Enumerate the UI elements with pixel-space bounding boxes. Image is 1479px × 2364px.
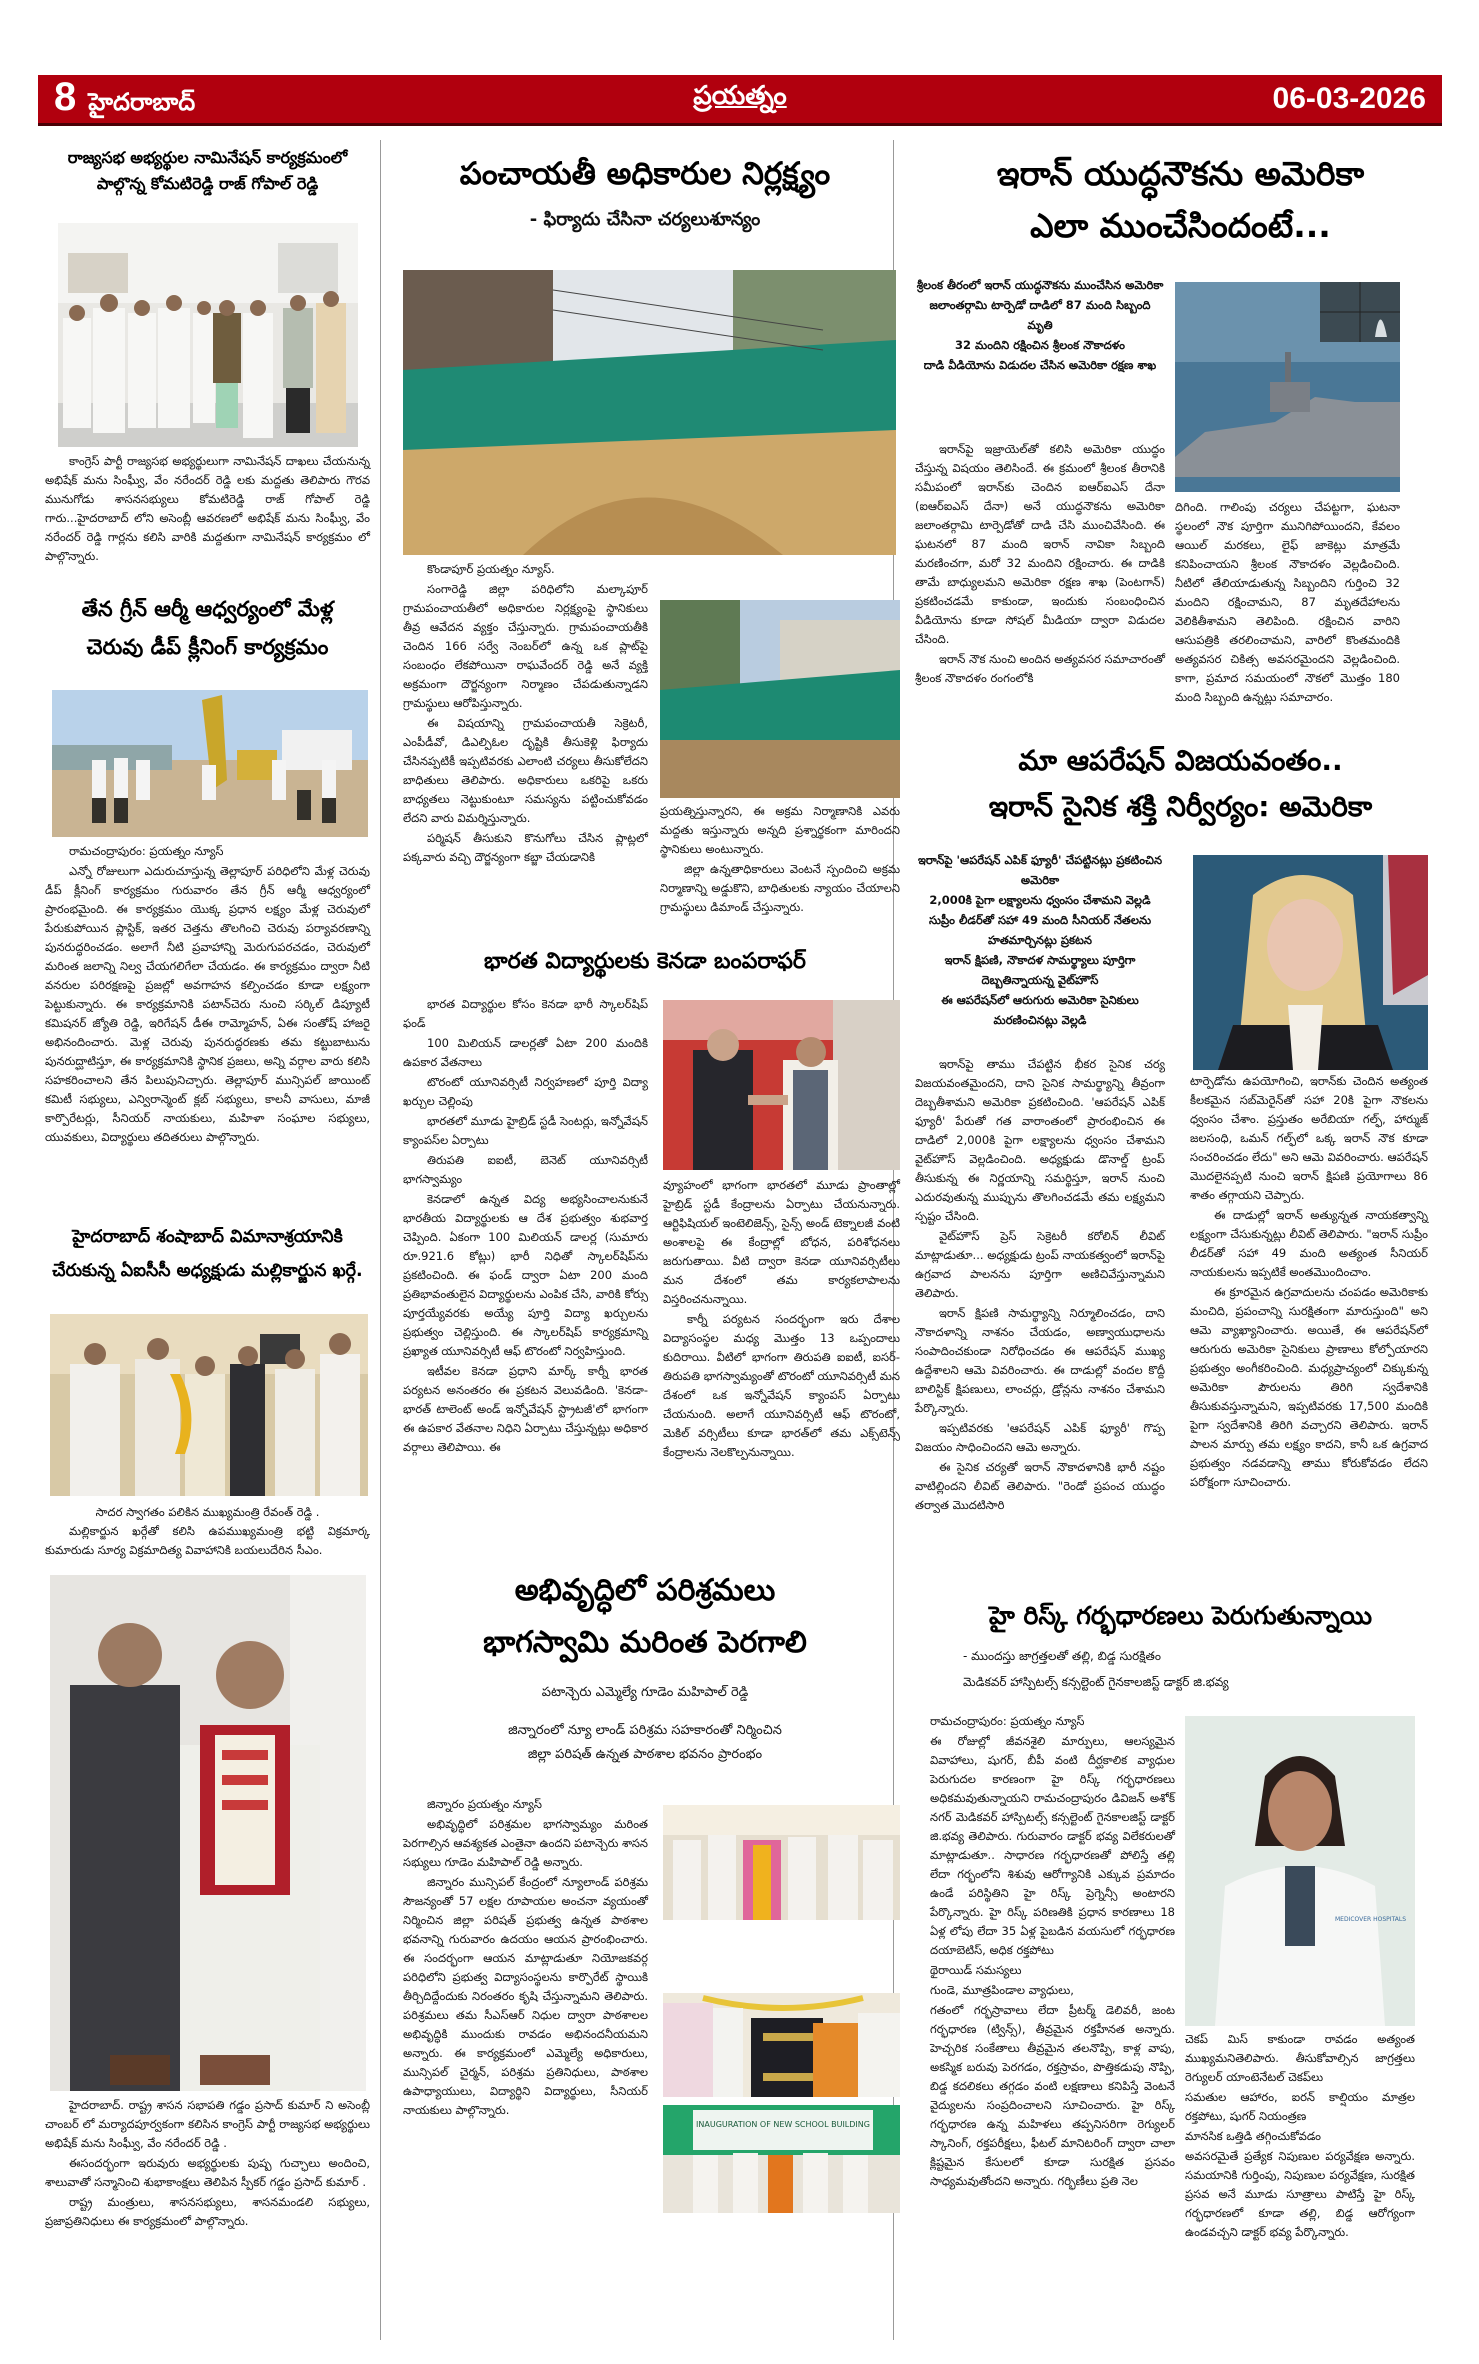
newspaper-brand: ప్రయత్నం [693,81,787,111]
paragraph: జిన్నారం మున్సిపల్ కేంద్రంలో న్యూలాండ్ పరిశ్రమ సౌజన్యంతో 57 లక్షల రూపాయల అంచనా వ్యయంతో నిర్మించిన జిల్లా పరిషత్ ప్రభుత్వ ఉన్నత పాఠశాల భవనాన్ని గురువారం ఉదయం ఆయన ప్రారంభించారు. ఈ సందర్భంగా ఆయన మాట్లాడుతూ నియోజకవర్గ పరిధిలోని ప్రభుత్వ విద్యాసంస్థలను కార్పొరేట్ స్థాయికి తీర్చిదిద్దేందుకు నిరంతరం కృషి చేస్తున్నామని తెలిపారు. పరిశ్రమలు తమ సీఎస్ఆర్ నిధుల ద్వారా పాఠశాలల అభివృద్ధికి ముందుకు రావడం అభినందనీయమని అన్నారు. ఈ కార్యక్రమంలో ఎమ్మెల్యే అధికారులు, మున్సిపల్ చైర్మన్, పరిశ్రమ ప్రతినిధులు, పాఠశాల ఉపాధ్యాయులు, విద్యార్థిని విద్యార్థులు, సీనియర్ నాయకులు పాల్గొన్నారు. [403,1875,648,2117]
paragraph: ఇప్పటివరకు 'ఆపరేషన్ ఎపిక్ ఫ్యూరీ' గొప్ప విజయం సాధించిందని ఆమె అన్నారు. [915,1421,1165,1454]
headline-line: రాజ్యసభ అభ్యర్థుల నామినేషన్ కార్యక్రమంలో [67,148,348,167]
article-rajyasabha [45,145,370,197]
paragraph: ఇరాన్‌పై ఇజ్రాయెల్‌తో కలిసి అమెరికా యుద్ధం చేస్తున్న విషయం తెలిసిందే. ఈ క్రమంలో శ్రీలంక తీరానికి సమీపంలో ఇరాన్‌కు చెందిన ఐఆర్ఐఎస్ దేనా (ఐఆర్ఐఎస్ దేనా) అనే యుద్ధనౌకను అమెరికా జలాంతర్గామి టార్పెడోతో దాడి చేసి ముంచివేసింది. ఈ ఘటనలో 87 మంది ఇరాన్ నావికా సిబ్బంది మరణించగా, మరో 32 మందిని రక్షించారు. ఈ దాడికి తామే బాధ్యులమని అమెరికా రక్షణ శాఖ (పెంటగాన్) ప్రకటించడమే కాకుండా, ఇందుకు సంబంధించిన వీడియోను కూడా సోషల్ మీడియా ద్వారా విడుదల చేసింది. [915,442,1165,646]
highlight-item: ఇరాన్‌పై 'ఆపరేషన్ ఎపిక్ ఫ్యూరీ' చేపట్టినట్లు ప్రకటించిన అమెరికా [917,853,1163,887]
article-body-right [1190,1072,1428,1493]
article-industry [390,1565,900,1767]
headline [45,1220,370,1288]
paragraph: మానసిక ఒత్తిడి తగ్గించుకోవడం [1185,2129,1322,2143]
paragraph: రాష్ట్ర మంత్రులు, శాసనసభ్యులు, శాసనమండలి సభ్యులు, ప్రజాప్రతినిధులు ఈ కార్యక్రమంలో పాల్గొన్నారు. [45,2195,370,2228]
headline [45,145,370,197]
paragraph: హైదరాబాద్. రాష్ట్ర శాసన సభాపతి గడ్డం ప్రసాద్ కుమార్ ని అసెంబ్లీ చాంబర్ లో మర్యాదపూర్వకంగా కలిసిన కాంగ్రెస్ పార్టీ రాజ్యసభ అభ్యర్థులు అభిషేక్ మను సింఘ్వీ, వేం నరేందర్ రెడ్డి . [45,2098,370,2150]
caption-line: సాదర స్వాగతం పలికిన ముఖ్యమంత్రి రేవంత్ రెడ్డి . [95,1505,320,1519]
paragraph: భారతలో మూడు హైబ్రిడ్ స్టడీ సెంటర్లు, ఇన్నోవేషన్ క్యాంపస్‌ల ఏర్పాటు [403,1114,648,1147]
dateline: రామచంద్రాపురం: ప్రయత్నం న్యూస్ [930,1714,1085,1728]
article-operation [903,738,1458,830]
green-tarp-construction-photo [403,270,896,555]
headline: భారత విద్యార్థులకు కెనడా బంపరాఫర్ [484,949,806,974]
deck-line: జిల్లా పరిషత్ ఉన్నత పాఠశాల భవనం ప్రారంభం [527,1746,763,1762]
headline: హై రిస్క్ గర్భధారణలు పెరుగుతున్నాయి [989,1601,1372,1630]
paragraph: అభివృద్ధిలో పరిశ్రమల భాగస్వామ్యం మరింత పెరగాల్సిన ఆవశ్యకత ఎంతైనా ఉందని పటాన్చెరు శాసన సభ్యులు గూడెం మహిపాల్ రెడ్డి అన్నారు. [403,1817,648,1869]
highlight-item: సుప్రీం లీడర్‌తో సహా 49 మంది సీనియర్ నేతలను హతమార్చినట్లు ప్రకటన [928,913,1152,947]
paragraph: గతంలో గర్భస్రావాలు లేదా ప్రీటర్మ్ డెలివరీ, జంట గర్భధారణ (ట్విన్స్), తీవ్రమైన రక్తహీనత అన్నారు. హెచ్చరిక సంకేతాలు తీవ్రమైన తలనొప్పి, కాళ్ల వాపు, అకస్మిక బరువు పెరగడం, రక్తస్రావం, పొత్తికడుపు నొప్పి, బిడ్డ కదలికలు తగ్గడం వంటి లక్షణాలు కనిపిస్తే వెంటనే వైద్యులను సంప్రదించాలని సూచించారు. హై రిస్క్ గర్భధారణ ఉన్న మహిళలు తప్పనిసరిగా రెగ్యులర్ స్కానింగ్, రక్తపరీక్షలు, ఫీటల్ మానిటరింగ్ ద్వారా చాలా క్లిష్టమైన కేసులలో కూడా సురక్షిత ప్రసవం సాధ్యమవుతోందని అన్నారు. గర్భిణీలు ప్రతి నెల [930,2003,1175,2188]
paragraph: చెకప్ మిస్ కాకుండా రావడం అత్యంత ముఖ్యమనితెలిపారు. తీసుకోవాల్సిన జాగ్రత్తలు రెగ్యులర్ యాంటెనేటల్ చెకప్‌లు [1185,2032,1415,2084]
article-panchayat [390,152,900,233]
headline [903,738,1458,830]
paragraph: ప్రయత్నిస్తున్నారని, ఈ అక్రమ నిర్మాణానికి ఎవరు మద్దతు ఇస్తున్నారు అన్నది ప్రశ్నార్థకంగా మారిందని స్థానికులు అంటున్నారు. [660,804,900,856]
paragraph: టార్పెడోను ఉపయోగించి, ఇరాన్‌కు చెందిన అత్యంత కీలకమైన సబ్‌మెరైన్‌తో సహా 20కి పైగా నౌకలను ధ్వంసం చేశాం. ప్రస్తుతం అరేబియా గల్ఫ్, హార్ముజ్ జలసంధి, ఒమన్ గల్ఫ్‌లో ఒక్క ఇరాన్ నౌక కూడా సంచరించడం లేదు" అని ఆమె వివరించారు. ఆపరేషన్ మొదలైనప్పటి నుంచి ఇరాన్ క్షిపణి ప్రయోగాలు 86 శాతం తగ్గాయని చెప్పారు. [1190,1074,1428,1202]
paragraph: ఈ రోజుల్లో జీవనశైలి మార్పులు, ఆలస్యమైన వివాహాలు, షుగర్, బీపీ వంటి దీర్ఘకాలిక వ్యాధుల పెరుగుదల కారణంగా హై రిస్క్ గర్భధారణలు అధికమవుతున్నాయని రామచంద్రాపురం డివిజన్ అశోక్ నగర్ మెడికవర్ హాస్పిటల్స్ కన్సల్టెంట్ గైనకాలజిస్ట్ డాక్టర్ జి.భవ్య తెలిపారు. గురువారం డాక్టర్ భవ్య విలేకరులతో మాట్లాడుతూ.. సాధారణ గర్భధారణతో పోలిస్తే తల్లి లేదా గర్భంలోని శిశువు ఆరోగ్యానికి ఎక్కువ ప్రమాదం ఉండే పరిస్థితిని హై రిస్క్ ప్రెగ్నెన్సీ అంటారని పేర్కొన్నారు. హై రిస్క్ పరిణతికి ప్రధాన కారణాలు 18 ఏళ్ల లోపు లేదా 35 ఏళ్ల పైబడిన వయసులో గర్భధారణ దయాబెటిస్, అధిక రక్తపోటు [930,1734,1175,1957]
headline-line: ఇరాన్ సైనిక శక్తి నిర్వీర్యం: అమెరికా [988,790,1373,823]
paragraph: 100 మిలియన్ డాలర్లతో ఏటా 200 మందికి ఉపకార వేతనాలు [403,1036,648,1069]
headline: పంచాయతీ అధికారుల నిర్లక్ష్యం [459,156,831,192]
dateline: జిన్నారం ప్రయత్నం న్యూస్ [427,1797,542,1811]
article-body-left [403,995,648,1458]
article-body [45,452,370,567]
deck [390,1719,900,1767]
paragraph: ఇటీవల కెనడా ప్రధాని మార్క్ కార్నీ భారత పర్యటన అనంతరం ఈ ప్రకటన వెలువడింది. 'కెనడా-భారత్ టాలెంట్ అండ్ ఇన్నోవేషన్ స్ట్రాటజీ'లో భాగంగా ఈ ఉపకార వేతనాల నిధిని ఏర్పాటు చేస్తున్నట్లు అధికార వర్గాలు తెలిపాయి. ఈ [403,1364,648,1454]
highlights [915,275,1165,375]
highlight-item: దాడి వీడియోను విడుదల చేసిన అమెరికా రక్షణ శాఖ [923,358,1157,372]
subheadline: మెడికవర్ హాస్పిటల్స్ కన్సల్టెంట్ గైనకాలజిస్ట్ డాక్టర్ జి.భవ్య [963,1675,1229,1690]
masthead-band [38,75,1442,126]
article-body-right [1185,2030,1415,2243]
page-number: 8 [54,74,77,119]
headline-line: చేరుకున్న ఏఐసీసీ అధ్యక్షుడు మల్లికార్జున ఖర్గే. [52,1261,363,1281]
badge-text: MEDICOVER HOSPITALS [1335,1916,1407,1923]
paragraph: సంగారెడ్డి జిల్లా పరిధిలోని మల్కాపూర్ గ్రామపంచాయతీలో అధికారుల నిర్లక్ష్యంపై స్థానికులు తీవ్ర ఆవేదన వ్యక్తం చేస్తున్నారు. గ్రామపంచాయతీకి చెందిన 166 సర్వే నెంబర్‌లో ఉన్న ఒక ప్లాట్‌పై సంబంధం లేకపోయినా రాఘవేందర్ రెడ్డి అనే వ్యక్తి అక్రమంగా దౌర్జన్యంగా నిర్మాణం చేపడుతున్నాడని గ్రామస్థులు ఆరోపిస్తున్నారు. [403,582,648,710]
shawl-felicitation-photo [50,1575,366,2091]
paragraph: ఈ క్రూరమైన ఉగ్రవాదులను చంపడం అమెరికాకు మంచిది, ప్రపంచాన్ని సురక్షితంగా మారుస్తుంది" అని ఆమె వ్యాఖ్యానించారు. అయితే, ఈ ఆపరేషన్‌లో ఆరుగురు అమెరికా సైనికులు ప్రాణాలు కోల్పోయారని ప్రభుత్వం అంగీకరించింది. మధ్యప్రాచ్యంలో చిక్కుకున్న అమెరికా పౌరులను తిరిగి స్వదేశానికి తీసుకువస్తున్నామని, ఇప్పటివరకు 17,500 మందికి పైగా స్వదేశానికి తిరిగి వచ్చారని తెలిపారు. ఇరాన్ పాలన మార్పు తమ లక్ష్యం కాదని, కానీ ఒక ఉగ్రవాద ప్రభుత్వం నడవడాన్ని తాము కోరుకోవడం లేదని పరోక్షంగా సూచించారు. [1190,1285,1428,1489]
headline-line: అభివృద్ధిలో పరిశ్రమలు [514,1573,776,1608]
paragraph: కాంగ్రెస్ పార్టీ రాజ్యసభ అభ్యర్థులుగా నామినేషన్ దాఖలు చేయనున్న అభిషేక్ మను సింఘ్వీ, వేం నరేందర్ రెడ్డి లకు మద్దతు తెలిపారు గౌరవ మునుగోడు శాసనసభ్యులు కోమటిరెడ్డి రాజ్ గోపాల్ రెడ్డి గారు...హైదరాబాద్ లోని అసెంబ్లీ ఆవరణలో అభిషేక్ మను సింఘ్వీ, వేం నరేందర్ రెడ్డి గార్లను కలిసి వారికి మద్దతుగా నామినేషన్ కార్యక్రమం లో పాల్గొన్నారు. [45,454,370,563]
paragraph: ఈసందర్భంగా ఇరువురు అభ్యర్థులకు పుష్ప గుచ్ఛాలు అందించి, శాలువాతో సన్మానించి శుభాకాంక్షలు తెలిపిన స్పీకర్ గడ్డం ప్రసాద్ కుమార్ . [45,2156,370,2189]
section-name: హైదరాబాద్ [88,87,196,116]
felicitation-stage-photo [663,1805,900,1920]
deck-line: జిన్నారంలో న్యూ లాండ్ పరిశ్రమ సహకారంతో నిర్మించిన [508,1722,782,1738]
article-canada [390,948,900,976]
highlight-item: జలాంతర్గామి టార్పెడో దాడిలో 87 మంది సిబ్బంది మృతి [929,298,1151,332]
article-green-army [45,590,370,666]
paragraph: జిల్లా ఉన్నతాధికారులు వెంటనే స్పందించి అక్రమ నిర్మాణాన్ని అడ్డుకొని, బాధితులకు న్యాయం చేయాలని గ్రామస్థులు డిమాండ్ చేస్తున్నారు. [660,862,900,914]
plaque-unveiling-photo [663,1993,900,2097]
paragraph: ఎన్నో రోజులుగా ఎదురుచూస్తున్న తెల్లాపూర్ పరిధిలోని మేళ్ల చెరువు డీప్ క్లీనింగ్ కార్యక్రమం గురువారం తేన గ్రీన్ ఆర్మీ ఆధ్వర్యంలో ప్రారంభమైంది. ఈ కార్యక్రమం యొక్క ప్రధాన లక్ష్యం మేళ్ల చెరువులో పేరుకుపోయిన ప్లాస్టిక్, ఇతర చెత్తను తొలగించి చెరువు పర్యావరణాన్ని పునరుద్ధరించడం. అలాగే నీటి ప్రవాహాన్ని మెరుగుపరచడం, చెరువులో మరింత జలాన్ని నిల్వ చేయగలిగేలా చేయడం. ఈ కార్యక్రమం ద్వారా నీటి వనరుల పరిరక్షణపై ప్రజల్లో అవగాహన కల్పించడం కూడా లక్ష్యంగా పెట్టుకున్నారు. ఈ కార్యక్రమానికి పటాన్‌చెరు నుంచి సర్కిల్ డిప్యూటీ కమిషనర్ జ్యోతి రెడ్డి, ఇరిగేషన్ డీఈ రామ్మోహన్, ఏఈ సంతోష్ హాజరై అభినందించారు. మెళ్ల చెరువు పునరుద్ధరణకు తమ కట్టుబాటును పునరుద్ఘాటిస్తూ, ఈ కార్యక్రమానికి స్థానిక ప్రజలు, అన్ని వర్గాల వారు కలిసి సహకరించాలని తేన పిలుపునిచ్చారు. తెల్లాపూర్ మున్సిపల్ జాయింట్ కమిటీ సభ్యులు, ఎన్విరాన్మెంట్ క్లబ్ సభ్యులు, కాలనీ వాసులు, మాజీ కార్పొరేటర్లు, సీనియర్ నాయకులు, మహిళా సంఘాల సభ్యులు, యువకులు, విద్యార్థులు తదితరులు పాల్గొన్నారు. [45,864,370,1144]
banner-text: INAUGURATION OF NEW SCHOOL BUILDING [696,2120,870,2129]
headline [903,148,1458,252]
highlight-item: 2,000కి పైగా లక్ష్యాలను ధ్వంసం చేశామని వెల్లడి [929,893,1151,907]
photo-caption [45,1503,370,1560]
subheadline: - ముందస్తు జాగ్రత్తలతో తల్లి, బిడ్డ సురక్షితం [963,1649,1161,1664]
paragraph: ఇరాన్‌పై తాము చేపట్టిన భీకర సైనిక చర్య విజయవంతమైందని, దాని సైనిక సామర్థ్యాన్ని తీవ్రంగా దెబ్బతీశామని అమెరికా ప్రకటించింది. 'ఆపరేషన్ ఎపిక్ ఫ్యూరీ' పేరుతో గత వారాంతంలో ప్రారంభించిన ఈ దాడిలో 2,000కి పైగా లక్ష్యాలను ధ్వంసం చేశామని వైట్‌హౌస్ వెల్లడించింది. అధ్యక్షుడు డొనాల్డ్ ట్రంప్ తీసుకున్న ఈ నిర్ణయాన్ని సమర్థిస్తూ, ఇరాన్ నుంచి ఎదురవుతున్న ముప్పును తొలగించడమే తమ లక్ష్యమని స్పష్టం చేసింది. [915,1057,1165,1223]
dateline: రామచంద్రాపురం: ప్రయత్నం న్యూస్ [69,844,224,858]
article-body-right [1175,498,1400,708]
paragraph: ఈ విషయాన్ని గ్రామపంచాయతీ సెక్రెటరీ, ఎంపీడీవో, డిఎల్పిఓల దృష్టికి తీసుకెళ్లి ఫిర్యాదు చేసినప్పటికీ ఇప్పటివరకు ఎలాంటి చర్యలు తీసుకోలేదని బాధితులు తెలిపారు. అధికారులు ఒకరిపై ఒకరు బాధ్యతలు నెట్టుకుంటూ సమస్యను పట్టించుకోవడం లేదని వారు విమర్శిస్తున్నారు. [403,716,648,825]
highlights [915,850,1165,1030]
masthead-left [54,74,196,122]
paragraph: థైరాయిడ్ సమస్యలు [930,1963,1022,1977]
doctor-portrait-photo [1185,1716,1415,2026]
highlight-item: ఇరాన్ క్షిపణి, నౌకాదళ సామర్థ్యాలు పూర్తిగా దెబ్బతిన్నాయన్న వైట్‌హౌస్ [944,953,1136,987]
paragraph: అవసరమైతే ప్రత్యేక నిపుణుల పర్యవేక్షణ అన్నారు. సమయానికి గుర్తింపు, నిపుణుల పర్యవేక్షణ, సురక్షిత ప్రసవ అనే మూడు సూత్రాలు పాటిస్తే హై రిస్క్ గర్భధారణలో కూడా తల్లి, బిడ్డ ఆరోగ్యంగా ఉండవచ్చని డాక్టర్ భవ్య పేర్కొన్నారు. [1185,2149,1415,2239]
article-iran-ship [903,148,1458,252]
paragraph: కెనడాలో ఉన్నత విద్య అభ్యసించాలనుకునే భారతీయ విద్యార్థులకు ఆ దేశ ప్రభుత్వం శుభవార్త చెప్పింది. ఏకంగా 100 మిలియన్ డాలర్ల (సుమారు రూ.921.6 కోట్లు) భారీ నిధితో స్కాలర్‌షిప్‌ను ప్రకటించింది. ఈ ఫండ్ ద్వారా ఏటా 200 మంది ప్రతిభావంతులైన విద్యార్థులను ఎంపిక చేసి, వారికి కోర్సు పూర్తయ్యేవరకు అయ్యే పూర్తి విద్యా ఖర్చులను ప్రభుత్వం చెల్లిస్తుంది. ఈ స్కాలర్‌షిప్ కార్యక్రమాన్ని ప్రఖ్యాత యూనివర్సిటీ ఆఫ్ టొరంటో నిర్వహిస్తుంది. [403,1192,648,1358]
paragraph: కార్నీ పర్యటన సందర్భంగా ఇరు దేశాల విద్యాసంస్థల మధ్య మొత్తం 13 ఒప్పందాలు కుదిరాయి. వీటిలో భాగంగా తిరుపతి ఐఐటీ, ఐసర్-తిరుపతి భాగస్వామ్యంతో టొరంటో యూనివర్సిటీ మన దేశంలో ఒక ఇన్నోవేషన్ క్యాంపస్ ఏర్పాటు చేయనుంది. అలాగే యూనివర్సిటీ ఆఫ్ టొరంటో, మెకిల్ వర్సిటీలు కూడా భారత్‌లో తమ ఎక్స్‌టెన్స్ కేంద్రాలను నెలకొల్పనున్నాయి. [663,1312,900,1459]
paragraph: గుండె, మూత్రపిండాల వ్యాధులు, [930,1983,1074,1997]
headline-line: భాగస్వామి మరింత పెరగాలి [483,1625,807,1660]
handshake-photo [663,1000,900,1170]
headline-line: మా ఆపరేషన్ విజయవంతం.. [1018,744,1343,777]
article-body [45,2096,370,2232]
article-body [45,842,370,1148]
paragraph: ఇరాన్ నౌక నుంచి అందిన అత్యవసర సమాచారంతో శ్రీలంక నౌకాదళం రంగంలోకి [915,652,1165,685]
article-body [403,1795,648,2121]
dateline: కొండాపూర్ ప్రయత్నం న్యూస్. [427,562,555,576]
column-divider [380,140,381,2340]
paragraph: ఈ దాడుల్లో ఇరాన్ అత్యున్నత నాయకత్వాన్ని లక్ష్యంగా చేసుకున్నట్లు లీవిట్ తెలిపారు. "ఇరాన్ సుప్రీం లీడర్‌తో సహా 49 మంది అత్యంత సీనియర్ నాయకులను ఇప్పటికే అంతమొందించాం. [1190,1208,1428,1279]
warship-photo [1175,282,1400,492]
article-body-left [915,1055,1165,1516]
paragraph: టొరంటో యూనివర్సిటీ నిర్వహణలో పూర్తి విద్యా ఖర్చుల చెల్లింపు [403,1075,648,1108]
headline-line: పాల్గొన్న కోమటిరెడ్డి రాజ్ గోపాల్ రెడ్డి [96,174,319,193]
article-body-left [930,1712,1175,2192]
group-photo [58,223,358,447]
neuland-inauguration-photo [663,2105,900,2213]
paragraph: సమతుల ఆహారం, ఐరన్ కాల్షియం మాత్రల రక్తపోటు, షుగర్ నియంత్రణ [1185,2090,1415,2123]
paragraph: వ్యూహంలో భాగంగా భారతలో మూడు ప్రాంతాల్లో హైబ్రిడ్ స్టడీ కేంద్రాలను ఏర్పాటు చేయనున్నారు. ఆర్టిఫిషియల్ ఇంటెలిజెన్స్, సైన్స్ అండ్ టెక్నాలజీ వంటి అంశాలపై ఈ కేంద్రాల్లో బోధన, పరిశోధనలు జరుగుతాయి. వీటి ద్వారా కెనడా యూనివర్సిటీలు మన దేశంలో తమ కార్యకలాపాలను విస్తరించనున్నాయి. [663,1178,900,1306]
green-net-plot-photo [660,600,900,798]
article-body-right [663,1176,900,1463]
headline-line: ఇరాన్ యుద్ధనౌకను అమెరికా [996,154,1365,193]
headline [390,1565,900,1669]
issue-date: 06-03-2026 [1272,82,1426,115]
headline [45,590,370,666]
headline-line: హైదరాబాద్ శంషాబాద్ విమానాశ్రయానికి [72,1227,343,1247]
press-briefing-photo [1193,855,1428,1070]
welcome-photo [50,1314,368,1496]
caption-line: మల్లికార్జున ఖర్గేతో కలిసి ఉపముఖ్యమంత్రి భట్టి విక్రమార్క కుమారుడు సూర్య విక్రమాదిత్య వివాహానికి బయలుదేరిన సీఎం. [45,1524,370,1557]
article-body-left [403,560,648,868]
headline-line: తేన గ్రీన్ ఆర్మీ ఆధ్వర్యంలో మేళ్ల [81,597,334,621]
subheadline: పటాన్చెరు ఎమ్మెల్యే గూడెం మహిపాల్ రెడ్డి [541,1685,749,1700]
paragraph: ఇరాన్ క్షిపణి సామర్థ్యాన్ని నిర్మూలించడం, దాని నౌకాదళాన్ని నాశనం చేయడం, అణ్వాయుధాలను సంపాదించకుండా నిరోధించడం ఈ ఆపరేషన్ ముఖ్య ఉద్దేశాలని ఆమె వివరించారు. ఈ దాడుల్లో వందల కొద్దీ బాలిస్టిక్ క్షిపణులు, లాంచర్లు, డ్రోన్లను నాశనం చేశామని పేర్కొన్నారు. [915,1306,1165,1415]
headline-line: ఎలా ముంచేసిందంటే... [1030,206,1331,245]
headline-line: చెరువు డీప్ క్లీనింగ్ కార్యక్రమం [86,635,329,659]
highlight-item: ఈ ఆపరేషన్‌లో ఆరుగురు అమెరికా సైనికులు మరణించినట్లు వెల్లడి [941,993,1139,1027]
article-kharge [45,1220,370,1288]
paragraph: తిరుపతి ఐఐటీ, బెనెట్ యూనివర్సిటీ భాగస్వామ్యం [403,1153,648,1186]
article-body-right [660,802,900,918]
article-body-left [915,440,1165,689]
subheadlines [903,1643,1458,1695]
highlight-item: శ్రీలంక తీరంలో ఇరాన్ యుద్ధనౌకను ముంచేసిన అమెరికా [916,278,1164,292]
paragraph: భారత విద్యార్థుల కోసం కెనడా భారీ స్కాలర్‌షిప్ ఫండ్ [403,997,648,1030]
paragraph: వైట్‌హౌస్ ప్రెస్ సెక్రెటరీ కరోలిన్ లీవిట్ మాట్లాడుతూ... అధ్యక్షుడు ట్రంప్ నాయకత్వంలో ఇరాన్‌పై ఉగ్రవాద పాలనను పూర్తిగా అణిచివేస్తున్నామని తెలిపారు. [915,1229,1165,1300]
highlight-item: 32 మందిని రక్షించిన శ్రీలంక నౌకాదళం [955,338,1125,352]
excavator-photo [52,690,368,837]
paragraph: ఈ సైనిక చర్యతో ఇరాన్ నౌకాదళానికి భారీ నష్టం వాటిల్లిందని లీవిట్ తెలిపారు. "రెండో ప్రపంచ యుద్ధం తర్వాత మొదటిసారి [915,1460,1165,1512]
paragraph: పర్మిషన్ తీసుకుని కొనుగోలు చేసిన ప్లాట్లలో పక్కవారు వచ్చి దౌర్జన్యంగా కబ్జా చేయడానికి [403,831,648,864]
subheadline: - ఫిర్యాదు చేసినా చర్యలుశూన్యం [529,209,761,230]
article-high-risk [903,1600,1458,1695]
paragraph: దిగింది. గాలింపు చర్యలు చేపట్టగా, ఘటనా స్థలంలో నౌక పూర్తిగా మునిగిపోయిందని, కేవలం ఆయిల్ మరకలు, లైఫ్ జాకెట్లు మాత్రమే కనిపించాయని శ్రీలంక నౌకాదళం వెల్లడించింది. నీటిలో తేలియాడుతున్న సిబ్బందిని గుర్తించి 32 మందిని రక్షించామని, 87 మృతదేహాలను వెలికితీశామని తెలిపింది. రక్షించిన వారిని ఆసుపత్రికి తరలించామని, వారిలో కొంతమందికి అత్యవసర చికిత్స అవసరమైందని వెల్లడించింది. కాగా, ప్రమాద సమయంలో నౌకలో మొత్తం 180 మంది సిబ్బంది ఉన్నట్లు సమాచారం. [1175,500,1400,704]
